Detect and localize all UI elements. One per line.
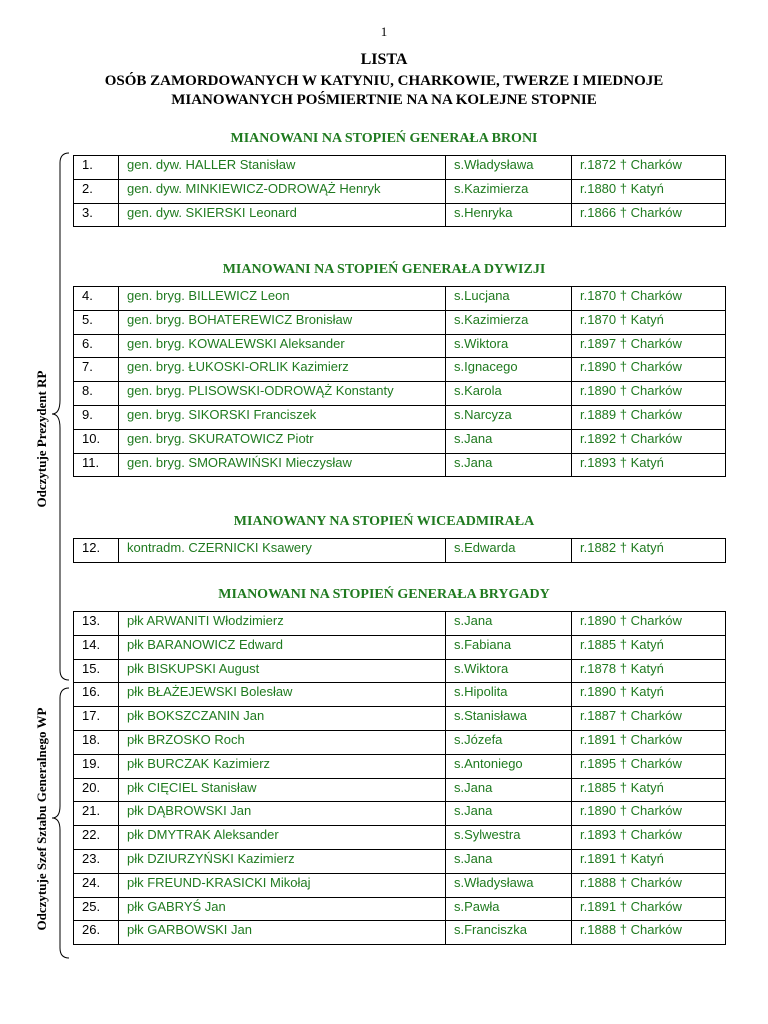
table-row — [74, 453, 726, 477]
row-number: 2. — [74, 179, 119, 203]
table-general-broni — [73, 155, 726, 227]
person-name: płk GABRYŚ Jan — [119, 897, 446, 921]
upper-bracket — [52, 153, 69, 680]
father-name: s.Jana — [446, 612, 572, 636]
person-name: gen. dyw. MINKIEWICZ-ODROWĄŻ Henryk — [119, 179, 446, 203]
father-name: s.Wiktora — [446, 659, 572, 683]
row-number: 4. — [74, 287, 119, 311]
birth-death-info: r.1882 † Katyń — [572, 539, 726, 563]
birth-death-info: r.1887 † Charków — [572, 707, 726, 731]
father-name: s.Narcyza — [446, 405, 572, 429]
document-title: LISTA — [360, 51, 408, 68]
row-number: 5. — [74, 310, 119, 334]
row-number: 21. — [74, 802, 119, 826]
row-number: 12. — [74, 539, 119, 563]
father-name: s.Hipolita — [446, 683, 572, 707]
person-name: gen. dyw. HALLER Stanisław — [119, 156, 446, 180]
row-number: 11. — [74, 453, 119, 477]
father-name: s.Pawła — [446, 897, 572, 921]
table-row — [74, 730, 726, 754]
birth-death-info: r.1890 † Charków — [572, 612, 726, 636]
table-wiceadmiral — [73, 538, 726, 563]
person-name: płk BARANOWICZ Edward — [119, 635, 446, 659]
table-row — [74, 310, 726, 334]
row-number: 16. — [74, 683, 119, 707]
person-name: płk CIĘCIEL Stanisław — [119, 778, 446, 802]
father-name: s.Henryka — [446, 203, 572, 227]
person-name: gen. bryg. SKURATOWICZ Piotr — [119, 429, 446, 453]
lower-bracket — [52, 688, 69, 958]
document-subtitle-line2: MIANOWANYCH POŚMIERTNIE NA NA KOLEJNE STOPNIE — [171, 92, 597, 108]
person-name: gen. bryg. BILLEWICZ Leon — [119, 287, 446, 311]
father-name: s.Jana — [446, 429, 572, 453]
father-name: s.Stanisława — [446, 707, 572, 731]
section-heading-general-broni: MIANOWANI NA STOPIEŃ GENERAŁA BRONI — [230, 131, 538, 146]
table-row — [74, 802, 726, 826]
birth-death-info: r.1891 † Charków — [572, 897, 726, 921]
section-heading-general-dywizji: MIANOWANI NA STOPIEŃ GENERAŁA DYWIZJI — [222, 262, 546, 277]
table-row — [74, 921, 726, 945]
birth-death-info: r.1866 † Charków — [572, 203, 726, 227]
row-number: 17. — [74, 707, 119, 731]
row-number: 24. — [74, 873, 119, 897]
birth-death-info: r.1895 † Charków — [572, 754, 726, 778]
person-name: płk DĄBROWSKI Jan — [119, 802, 446, 826]
row-number: 22. — [74, 826, 119, 850]
father-name: s.Fabiana — [446, 635, 572, 659]
birth-death-info: r.1891 † Katyń — [572, 849, 726, 873]
table-row — [74, 612, 726, 636]
row-number: 10. — [74, 429, 119, 453]
father-name: s.Sylwestra — [446, 826, 572, 850]
father-name: s.Władysława — [446, 156, 572, 180]
birth-death-info: r.1885 † Katyń — [572, 778, 726, 802]
row-number: 25. — [74, 897, 119, 921]
person-name: kontradm. CZERNICKI Ksawery — [119, 539, 446, 563]
table-row — [74, 754, 726, 778]
father-name: s.Lucjana — [446, 287, 572, 311]
father-name: s.Jana — [446, 802, 572, 826]
father-name: s.Antoniego — [446, 754, 572, 778]
father-name: s.Karola — [446, 382, 572, 406]
birth-death-info: r.1891 † Charków — [572, 730, 726, 754]
person-name: gen. bryg. KOWALEWSKI Aleksander — [119, 334, 446, 358]
birth-death-info: r.1897 † Charków — [572, 334, 726, 358]
father-name: s.Jana — [446, 453, 572, 477]
person-name: płk BŁAŻEJEWSKI Bolesław — [119, 683, 446, 707]
birth-death-info: r.1878 † Katyń — [572, 659, 726, 683]
father-name: s.Franciszka — [446, 921, 572, 945]
table-row — [74, 156, 726, 180]
father-name: s.Józefa — [446, 730, 572, 754]
person-name: płk DZIURZYŃSKI Kazimierz — [119, 849, 446, 873]
table-general-brygady — [73, 611, 726, 945]
birth-death-info: r.1890 † Katyń — [572, 683, 726, 707]
row-number: 9. — [74, 405, 119, 429]
table-row — [74, 429, 726, 453]
birth-death-info: r.1890 † Charków — [572, 802, 726, 826]
row-number: 23. — [74, 849, 119, 873]
birth-death-info: r.1890 † Charków — [572, 358, 726, 382]
table-row — [74, 539, 726, 563]
row-number: 8. — [74, 382, 119, 406]
row-number: 6. — [74, 334, 119, 358]
table-row — [74, 683, 726, 707]
person-name: gen. bryg. ŁUKOSKI-ORLIK Kazimierz — [119, 358, 446, 382]
birth-death-info: r.1880 † Katyń — [572, 179, 726, 203]
birth-death-info: r.1893 † Katyń — [572, 453, 726, 477]
side-label-president: Odczytuje Prezydent RP — [34, 370, 49, 508]
birth-death-info: r.1889 † Charków — [572, 405, 726, 429]
father-name: s.Jana — [446, 849, 572, 873]
person-name: płk ARWANITI Włodzimierz — [119, 612, 446, 636]
person-name: gen. dyw. SKIERSKI Leonard — [119, 203, 446, 227]
person-name: płk BRZOSKO Roch — [119, 730, 446, 754]
table-row — [74, 334, 726, 358]
person-name: gen. bryg. SMORAWIŃSKI Mieczysław — [119, 453, 446, 477]
table-row — [74, 659, 726, 683]
person-name: płk BISKUPSKI August — [119, 659, 446, 683]
row-number: 20. — [74, 778, 119, 802]
table-row — [74, 849, 726, 873]
row-number: 15. — [74, 659, 119, 683]
birth-death-info: r.1888 † Charków — [572, 873, 726, 897]
person-name: gen. bryg. BOHATEREWICZ Bronisław — [119, 310, 446, 334]
person-name: płk DMYTRAK Aleksander — [119, 826, 446, 850]
father-name: s.Ignacego — [446, 358, 572, 382]
father-name: s.Kazimierza — [446, 179, 572, 203]
table-row — [74, 778, 726, 802]
table-row — [74, 405, 726, 429]
father-name: s.Edwarda — [446, 539, 572, 563]
birth-death-info: r.1890 † Charków — [572, 382, 726, 406]
father-name: s.Wiktora — [446, 334, 572, 358]
table-row — [74, 635, 726, 659]
birth-death-info: r.1892 † Charków — [572, 429, 726, 453]
table-row — [74, 382, 726, 406]
row-number: 26. — [74, 921, 119, 945]
father-name: s.Jana — [446, 778, 572, 802]
row-number: 7. — [74, 358, 119, 382]
person-name: gen. bryg. SIKORSKI Franciszek — [119, 405, 446, 429]
person-name: płk GARBOWSKI Jan — [119, 921, 446, 945]
row-number: 14. — [74, 635, 119, 659]
table-row — [74, 873, 726, 897]
side-label-chief-of-staff: Odczytuje Szef Sztabu Generalnego WP — [34, 707, 49, 931]
father-name: s.Władysława — [446, 873, 572, 897]
section-heading-general-brygady: MIANOWANI NA STOPIEŃ GENERAŁA BRYGADY — [218, 587, 550, 602]
birth-death-info: r.1872 † Charków — [572, 156, 726, 180]
table-row — [74, 897, 726, 921]
person-name: gen. bryg. PLISOWSKI-ODROWĄŻ Konstanty — [119, 382, 446, 406]
table-general-dywizji — [73, 286, 726, 477]
birth-death-info: r.1870 † Charków — [572, 287, 726, 311]
birth-death-info: r.1893 † Charków — [572, 826, 726, 850]
table-row — [74, 707, 726, 731]
birth-death-info: r.1888 † Charków — [572, 921, 726, 945]
table-row — [74, 179, 726, 203]
row-number: 18. — [74, 730, 119, 754]
section-heading-wiceadmiral: MIANOWANY NA STOPIEŃ WICEADMIRAŁA — [233, 514, 535, 529]
person-name: płk FREUND-KRASICKI Mikołaj — [119, 873, 446, 897]
row-number: 19. — [74, 754, 119, 778]
row-number: 1. — [74, 156, 119, 180]
document-subtitle-line1: OSÓB ZAMORDOWANYCH W KATYNIU, CHARKOWIE, TWERZE I MIEDNOJE — [104, 73, 664, 89]
table-row — [74, 826, 726, 850]
birth-death-info: r.1870 † Katyń — [572, 310, 726, 334]
father-name: s.Kazimierza — [446, 310, 572, 334]
page-number: 1 — [380, 24, 388, 39]
table-row — [74, 358, 726, 382]
person-name: płk BOKSZCZANIN Jan — [119, 707, 446, 731]
row-number: 3. — [74, 203, 119, 227]
birth-death-info: r.1885 † Katyń — [572, 635, 726, 659]
row-number: 13. — [74, 612, 119, 636]
table-row — [74, 287, 726, 311]
person-name: płk BURCZAK Kazimierz — [119, 754, 446, 778]
table-row — [74, 203, 726, 227]
